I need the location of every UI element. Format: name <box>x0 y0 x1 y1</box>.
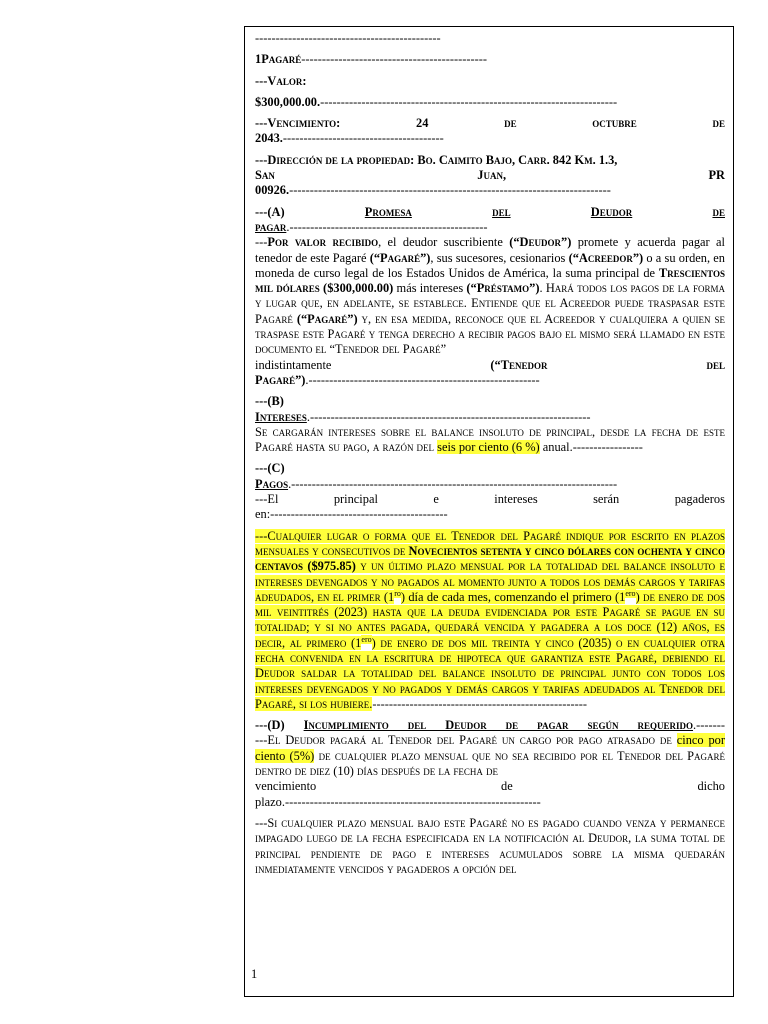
section-b-heading: Intereses.-------------------------------------------------------------------- <box>255 409 591 424</box>
section-d-paragraph-2: ---Si cualquier plazo mensual bajo este Pagaré no es pagado cuando venza y permanece impagado luego de la fecha especificada en la notificación al Deudor, la suma total de principal pendiente de pago e intereses acumulados sobre la misma quedarán inmediatamente vencidos y pagaderos a opción del <box>255 815 725 876</box>
page-number: 1 <box>251 967 258 981</box>
section-d-paragraph-1-tail: vencimiento de dicho <box>255 779 725 794</box>
section-a-paragraph: ---Por valor recibido, el deudor suscribiente (“Deudor”) promete y acuerda pagar al tenedor de este Pagaré (“Pagaré”), sus sucesores, cesionarios (“Acreedor”) o a su orden, en moneda de curso legal de los Estados Unidos de América, la suma principal de Trescientos mil dólares ($300,000.00) más intereses (“Préstamo”). Hará todos los pagos de la forma y lugar que, en adelante, se establece. Entiende que el Acreedor puede traspasar este Pagaré (“Pagaré”) y, en esa medida, reconoce que el Acreedor y cualquiera a quien se traspase este Pagaré y tenga derecho a recibir pagos bajo el mismo será llamado en este documento el “Tenedor del Pagaré” <box>255 235 725 357</box>
section-c-intro-end: en:------------------------------------------- <box>255 507 448 522</box>
valor-amount: $300,000.00.------------------------------------------------------------------------ <box>255 94 618 109</box>
section-a-heading-end: pagar.------------------------------------------------ <box>255 219 488 234</box>
late-fee-highlight: cinco por ciento (5%) <box>255 733 725 763</box>
section-c-highlighted-paragraph: ---Cualquier lugar o forma que el Tenedor del Pagaré indique por escrito en plazos mensuales y consecutivos de Novecientos setenta y cinco dólares con ochenta y cinco centavos ($975.85) y un último plazo mensual por la totalidad del balance insoluto e intereses devengados y no pagados al momento junto a todos los demás cargos y tarifas adeudados, en el primer $(1^{ro})$ día de cada mes, comenzando el primero $(1^{ero})$ de enero de dos mil veintitrés (2023) hasta que la deuda evidenciada por este Pagaré se pague en su totalidad; y si no antes pagada, quedará vencida y pagadera a los doce (12) años, es decir, al primero $(1^{ero})$ de enero de dos mil treinta y cinco (2035) o en cualquier otra fecha convenida en la escritura de hipoteca que garantiza este Pagaré, debiendo el Deudor saldar la totalidad del balance insoluto de principal junto con todos los intereses devengados y no pagados y demás cargos y tarifas adeudados al Tenedor del Pagaré, si los hubiere.---------------------------------------------------- <box>255 528 726 711</box>
vencimiento-line: ---Vencimiento: 24 de octubre de <box>255 116 725 131</box>
section-b-prefix: ---(B) <box>255 394 284 409</box>
section-a-heading: ---(A) Promesa del Deudor de <box>255 204 725 219</box>
direccion-line: ---Dirección de la propiedad: Bo. Caimito Bajo, Carr. 842 Km. 1.3, <box>255 152 618 167</box>
section-d-paragraph-1: ---El Deudor pagará al Tenedor del Pagaré un cargo por pago atrasado de cinco por ciento (5%) de cualquier plazo mensual que no sea recibido por el Tenedor del Pagaré dentro de diez (10) días después de la fecha de <box>255 733 725 779</box>
document-body <box>255 31 725 883</box>
interest-rate-highlight: seis por ciento (6 %) <box>437 440 540 455</box>
section-d-plazo: plazo.-------------------------------------------------------------- <box>255 794 541 809</box>
section-c-prefix: ---(C) <box>255 461 285 476</box>
top-rule: --------------------------------------------- <box>255 31 441 45</box>
direccion-city-line: San Juan, PR <box>255 168 725 183</box>
section-b-paragraph: Se cargarán intereses sobre el balance insoluto de principal, desde la fecha de este Pagaré hasta su pago, a razón del seis por ciento (6 %) anual.----------------- <box>255 424 725 455</box>
section-c-heading: Pagos.------------------------------------------------------------------------------- <box>255 476 618 491</box>
section-a-paragraph-end: Pagaré”).-------------------------------------------------------- <box>255 372 540 387</box>
section-c-intro: ---El principal e intereses serán pagaderos <box>255 492 725 507</box>
section-d-heading: ---(D) Incumplimiento del Deudor de pagar según requerido.------- <box>255 718 725 733</box>
document-heading: 1Pagaré--------------------------------------------- <box>255 52 487 67</box>
document-page <box>244 26 734 997</box>
vencimiento-year: 2043.--------------------------------------- <box>255 131 444 146</box>
section-a-paragraph-tail: indistintamente (“Tenedor del <box>255 357 725 372</box>
valor-label: ---Valor: <box>255 73 307 88</box>
direccion-zip: 00926.------------------------------------------------------------------------------ <box>255 183 611 198</box>
